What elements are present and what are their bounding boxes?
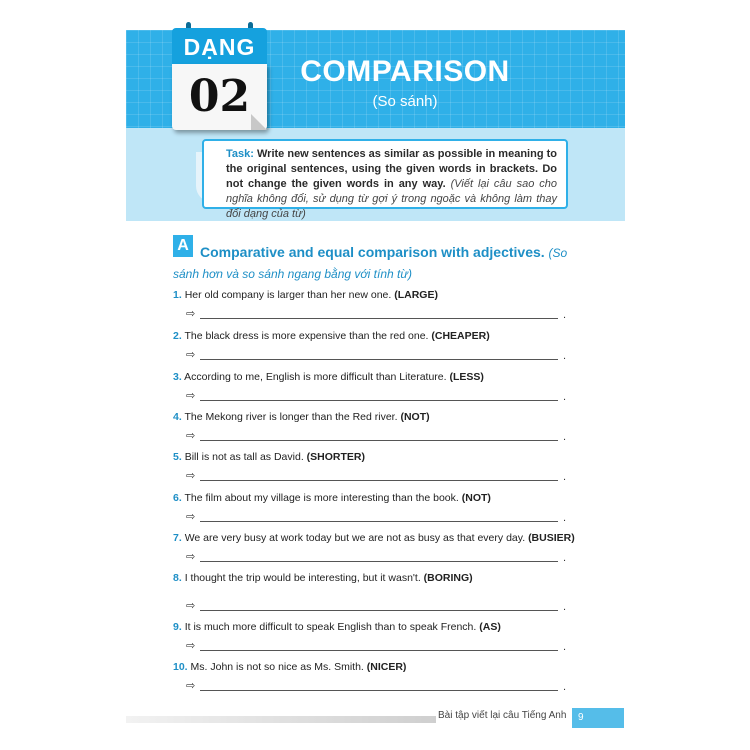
question-text: I thought the trip would be interesting, but it wasn't.: [184, 572, 421, 584]
answer-blank[interactable]: [200, 400, 558, 401]
answer-blank[interactable]: [200, 521, 558, 522]
question-number: 9.: [173, 621, 182, 633]
question-number: 4.: [173, 411, 182, 423]
question-text: We are very busy at work today but we are not as busy as that every day.: [184, 532, 526, 544]
question-number: 6.: [173, 492, 182, 504]
question-number: 1.: [173, 289, 182, 301]
question-text: It is much more difficult to speak English than to speak French.: [184, 621, 477, 633]
answer-line-1[interactable]: [186, 307, 566, 321]
section-heading: [173, 242, 593, 284]
question-keyword: (CHEAPER): [431, 330, 490, 342]
section-heading-en: Comparative and equal comparison with adjectives.: [200, 244, 545, 260]
answer-period: .: [562, 350, 566, 362]
answer-line-6[interactable]: [186, 510, 566, 524]
arrow-right-icon: ⇨: [186, 551, 196, 563]
question-number: 3.: [173, 371, 182, 383]
answer-period: .: [562, 309, 566, 321]
answer-line-5[interactable]: [186, 469, 566, 483]
question-text: Ms. John is not so nice as Ms. Smith.: [190, 661, 364, 673]
answer-blank[interactable]: [200, 480, 558, 481]
question-keyword: (NOT): [461, 492, 491, 504]
page-number: 9: [572, 708, 624, 728]
answer-period: .: [562, 601, 566, 613]
arrow-right-icon: ⇨: [186, 390, 196, 402]
question-2: [173, 330, 593, 342]
question-number: 8.: [173, 572, 182, 584]
answer-blank[interactable]: [200, 359, 558, 360]
question-6: [173, 492, 593, 504]
question-5: [173, 451, 593, 463]
question-keyword: (SHORTER): [306, 451, 366, 463]
answer-period: .: [562, 552, 566, 564]
question-keyword: (BUSIER): [528, 532, 575, 544]
answer-line-3[interactable]: [186, 389, 566, 403]
footer-bar: [126, 716, 436, 723]
question-keyword: (LARGE): [394, 289, 438, 301]
answer-period: .: [562, 512, 566, 524]
answer-period: .: [562, 391, 566, 403]
question-number: 10.: [173, 661, 188, 673]
answer-line-7[interactable]: [186, 550, 566, 564]
answer-blank[interactable]: [200, 318, 558, 319]
arrow-right-icon: ⇨: [186, 600, 196, 612]
arrow-right-icon: ⇨: [186, 470, 196, 482]
answer-line-4[interactable]: [186, 429, 566, 443]
task-instruction-en: Write new sentences as similar as possible in meaning to the original sentences, using the given words in brackets. Do not change the given words in any way.: [226, 148, 557, 190]
answer-line-8[interactable]: [186, 599, 566, 613]
question-text: According to me, English is more difficult than Literature.: [184, 371, 447, 383]
question-3: [173, 371, 593, 383]
question-text: The film about my village is more interesting than the book.: [184, 492, 459, 504]
question-1: [173, 289, 593, 301]
question-7: [173, 532, 593, 544]
question-keyword: (NOT): [400, 411, 430, 423]
answer-blank[interactable]: [200, 690, 558, 691]
answer-period: .: [562, 641, 566, 653]
answer-period: .: [562, 471, 566, 483]
question-4: [173, 411, 593, 423]
arrow-right-icon: ⇨: [186, 430, 196, 442]
arrow-right-icon: ⇨: [186, 680, 196, 692]
question-number: 7.: [173, 532, 182, 544]
question-text: Her old company is larger than her new one.: [184, 289, 392, 301]
page-subtitle: (So sánh): [372, 93, 438, 110]
question-text: Bill is not as tall as David.: [184, 451, 304, 463]
task-label: Task:: [226, 148, 254, 160]
badge-label: DẠNG: [172, 28, 267, 64]
page-title: COMPARISON: [300, 55, 510, 88]
dang-calendar-badge: [172, 22, 267, 130]
answer-line-2[interactable]: [186, 348, 566, 362]
footer-book-title: Bài tập viết lại câu Tiếng Anh: [438, 710, 567, 721]
task-instruction-vi: (Viết lại câu sao cho nghĩa không đổi, sử dụng từ gợi ý trong ngoặc và không làm thay đổi dạng của từ): [226, 178, 557, 220]
arrow-right-icon: ⇨: [186, 349, 196, 361]
answer-blank[interactable]: [200, 440, 558, 441]
question-keyword: (BORING): [423, 572, 473, 584]
badge-number: 02: [172, 64, 267, 130]
question-keyword: (AS): [479, 621, 501, 633]
arrow-right-icon: ⇨: [186, 640, 196, 652]
section-letter-icon: A: [173, 235, 193, 257]
answer-line-10[interactable]: [186, 679, 566, 693]
arrow-right-icon: ⇨: [186, 308, 196, 320]
question-8: [173, 572, 593, 584]
answer-blank[interactable]: [200, 650, 558, 651]
question-number: 2.: [173, 330, 182, 342]
answer-blank[interactable]: [200, 561, 558, 562]
task-instructions: [202, 139, 568, 220]
question-text: The Mekong river is longer than the Red river.: [184, 411, 398, 423]
section-heading-vi: (So sánh hơn và so sánh ngang bằng với tính từ): [173, 246, 568, 281]
question-10: [173, 661, 593, 673]
answer-blank[interactable]: [200, 610, 558, 611]
answer-period: .: [562, 681, 566, 693]
question-keyword: (NICER): [366, 661, 407, 673]
question-text: The black dress is more expensive than the red one.: [184, 330, 429, 342]
question-number: 5.: [173, 451, 182, 463]
page-fold-icon: [251, 114, 267, 130]
question-keyword: (LESS): [449, 371, 484, 383]
arrow-right-icon: ⇨: [186, 511, 196, 523]
answer-line-9[interactable]: [186, 639, 566, 653]
answer-period: .: [562, 431, 566, 443]
question-9: [173, 621, 593, 633]
